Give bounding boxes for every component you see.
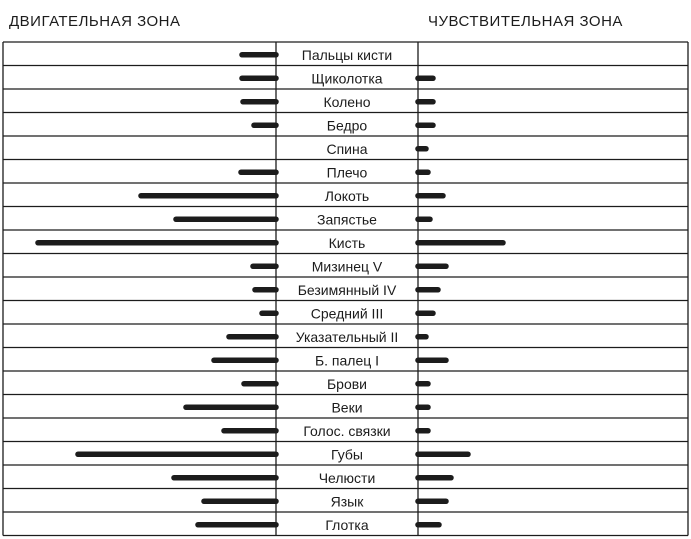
category-label: Губы	[331, 446, 363, 463]
category-label: Колено	[323, 93, 371, 110]
category-label: Спина	[326, 140, 368, 157]
category-label: Пальцы кисти	[301, 46, 393, 63]
category-label: Веки	[331, 399, 363, 416]
category-label: Щиколотка	[311, 70, 383, 87]
category-label: Мизинец V	[311, 258, 383, 275]
category-label: Кисть	[328, 234, 366, 251]
sensory-zone-header: ЧУВСТВИТЕЛЬНАЯ ЗОНА	[428, 13, 623, 30]
category-label: Плечо	[326, 164, 368, 181]
category-label: Б. палец I	[314, 352, 380, 369]
category-label: Локоть	[324, 187, 370, 204]
category-label: Средний III	[310, 305, 384, 322]
category-label: Запястье	[317, 211, 377, 228]
category-label: Челюсти	[318, 469, 376, 486]
category-label: Глотка	[325, 516, 369, 533]
category-label: Безимянный IV	[297, 281, 397, 298]
category-label: Указательный II	[295, 328, 399, 345]
category-label: Язык	[330, 493, 364, 510]
category-label: Брови	[326, 375, 368, 392]
category-label: Бедро	[326, 117, 368, 134]
category-label: Голос. связки	[303, 422, 391, 439]
motor-zone-header: ДВИГАТЕЛЬНАЯ ЗОНА	[9, 13, 181, 30]
